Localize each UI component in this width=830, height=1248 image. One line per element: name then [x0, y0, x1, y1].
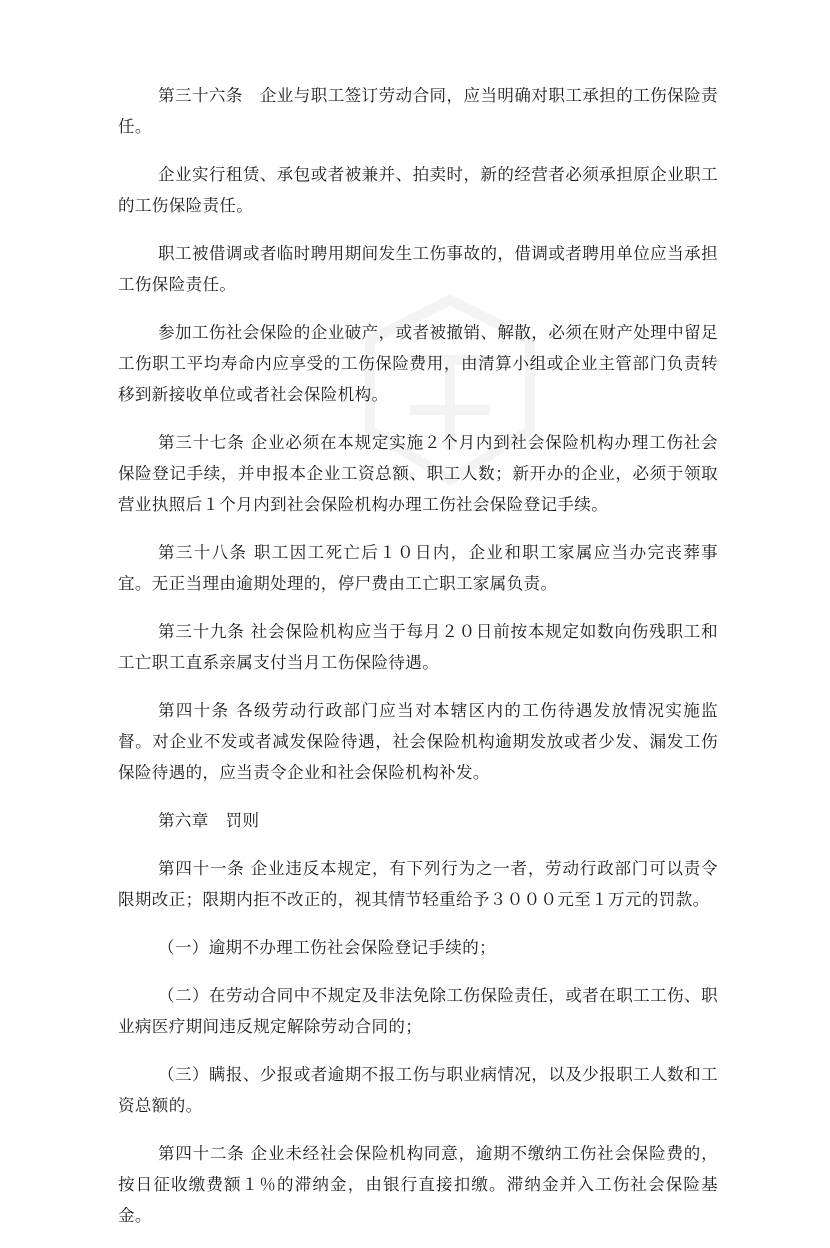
article-41: 第四十一条 企业违反本规定，有下列行为之一者，劳动行政部门可以责令限期改正；限期内拒不改正的，视其情节轻重给予３０００元至１万元的罚款。	[118, 859, 718, 909]
article-39: 第三十九条 社会保险机构应当于每月２０日前按本规定如数向伤残职工和工亡职工直系亲属支付当月工伤保险待遇。	[118, 622, 718, 672]
article-36-clause-bankruptcy: 参加工伤社会保险的企业破产，或者被撤销、解散，必须在财产处理中留足工伤职工平均寿命内应享受的工伤保险费用，由清算小组或企业主管部门负责转移到新接收单位或者社会保险机构。	[118, 323, 718, 404]
article-42: 第四十二条 企业未经社会保险机构同意，逾期不缴纳工伤社会保险费的，按日征收缴费额１％的滞纳金，由银行直接扣缴。滞纳金并入工伤社会保险基金。	[118, 1144, 718, 1225]
article-40: 第四十条 各级劳动行政部门应当对本辖区内的工伤待遇发放情况实施监督。对企业不发或者减发保险待遇，社会保险机构逾期发放或者少发、漏发工伤保险待遇的，应当责令企业和社会保险机构补发。	[118, 701, 718, 782]
article-36: 第三十六条 企业与职工签订劳动合同，应当明确对职工承担的工伤保险责任。	[118, 86, 718, 136]
article-36-clause-lease: 企业实行租赁、承包或者被兼并、拍卖时，新的经营者必须承担原企业职工的工伤保险责任。	[118, 165, 718, 215]
article-37: 第三十七条 企业必须在本规定实施２个月内到社会保险机构办理工伤社会保险登记手续，并申报本企业工资总额、职工人数；新开办的企业，必须于领取营业执照后１个月内到社会保险机构办理工伤社会保险登记手续。	[118, 433, 718, 514]
article-41-item-2: （二）在劳动合同中不规定及非法免除工伤保险责任，或者在职工工伤、职业病医疗期间违反规定解除劳动合同的；	[118, 986, 718, 1036]
article-36-clause-secondment: 职工被借调或者临时聘用期间发生工伤事故的，借调或者聘用单位应当承担工伤保险责任。	[118, 244, 718, 294]
chapter-6-heading: 第六章 罚则	[158, 811, 260, 830]
article-41-item-3: （三）瞒报、少报或者逾期不报工伤与职业病情况，以及少报职工人数和工资总额的。	[118, 1065, 718, 1115]
document-body	[118, 80, 718, 1248]
article-38: 第三十八条 职工因工死亡后１０日内，企业和职工家属应当办完丧葬事宜。无正当理由逾期处理的，停尸费由工亡职工家属负责。	[118, 543, 718, 593]
article-41-item-1: （一）逾期不办理工伤社会保险登记手续的；	[158, 938, 496, 957]
